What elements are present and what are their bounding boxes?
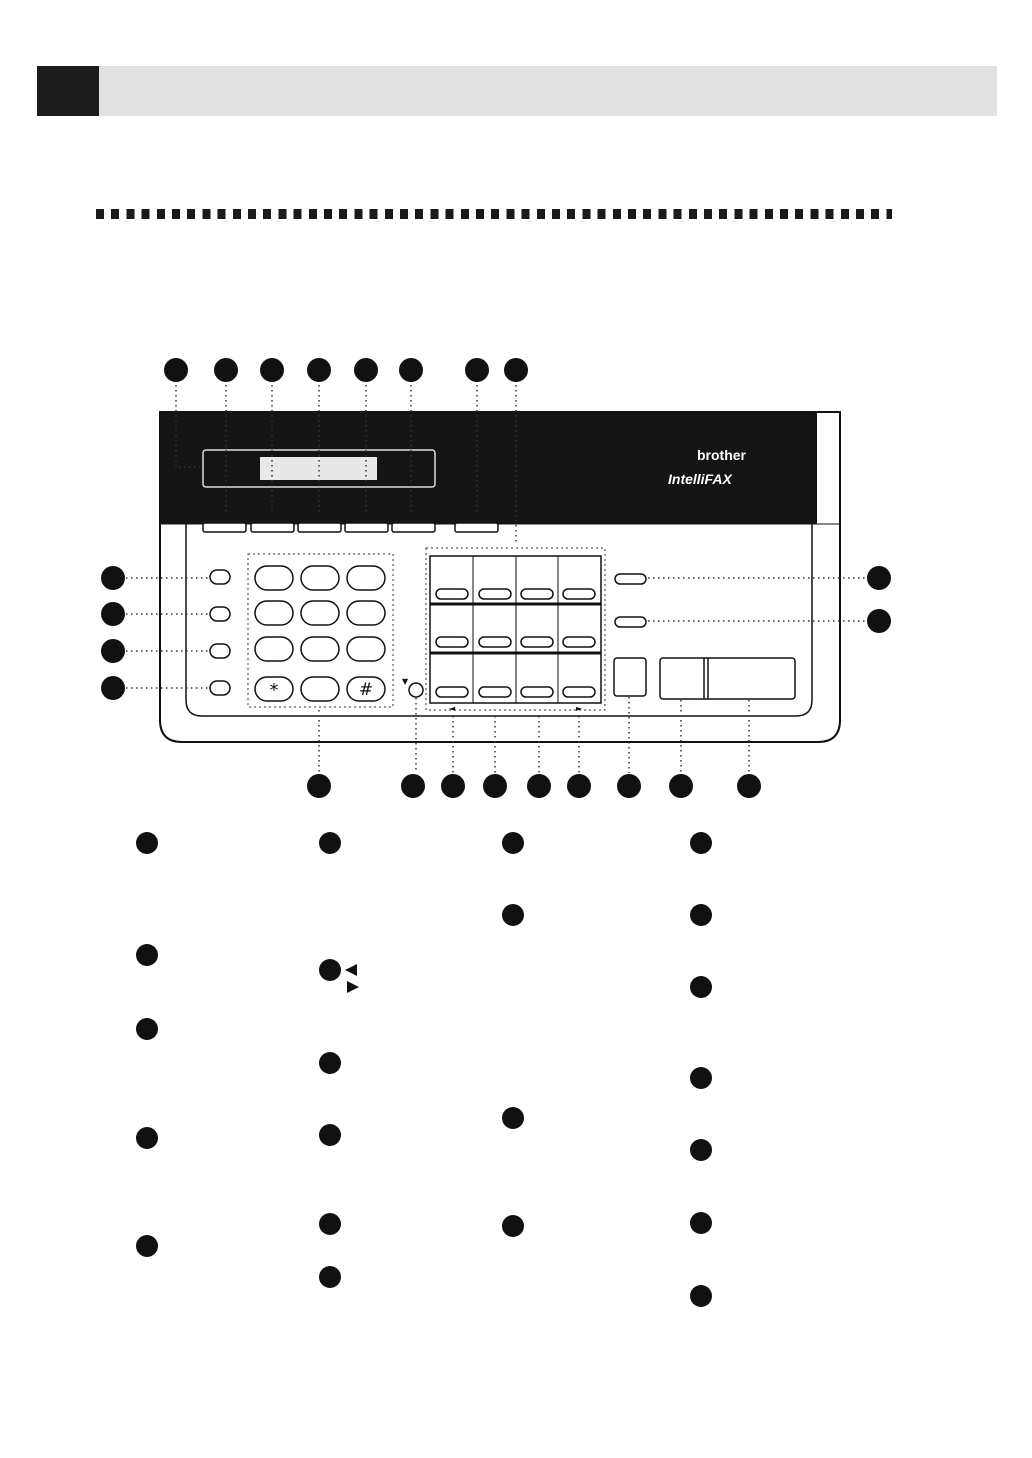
- function-key-4: [345, 523, 388, 532]
- function-key-3: [298, 523, 341, 532]
- model-logo: IntelliFAX: [668, 471, 732, 487]
- function-key-5: [392, 523, 435, 532]
- left-arrow-marker: ◄: [449, 704, 456, 713]
- function-key-1: [203, 523, 246, 532]
- volume-button: [409, 683, 423, 697]
- hash-key-label: #: [358, 680, 374, 700]
- legend-left-arrow-icon: [345, 964, 357, 976]
- volume-marker: ▼: [402, 677, 409, 686]
- star-key-label: *: [269, 680, 279, 701]
- brand-logo: brother: [697, 447, 746, 463]
- function-key-2: [251, 523, 294, 532]
- function-key-6: [455, 523, 498, 532]
- legend-callouts: [136, 832, 712, 1307]
- display-panel: [160, 412, 816, 524]
- legend-right-arrow-icon: [347, 981, 359, 993]
- right-arrow-marker: ►: [576, 704, 583, 713]
